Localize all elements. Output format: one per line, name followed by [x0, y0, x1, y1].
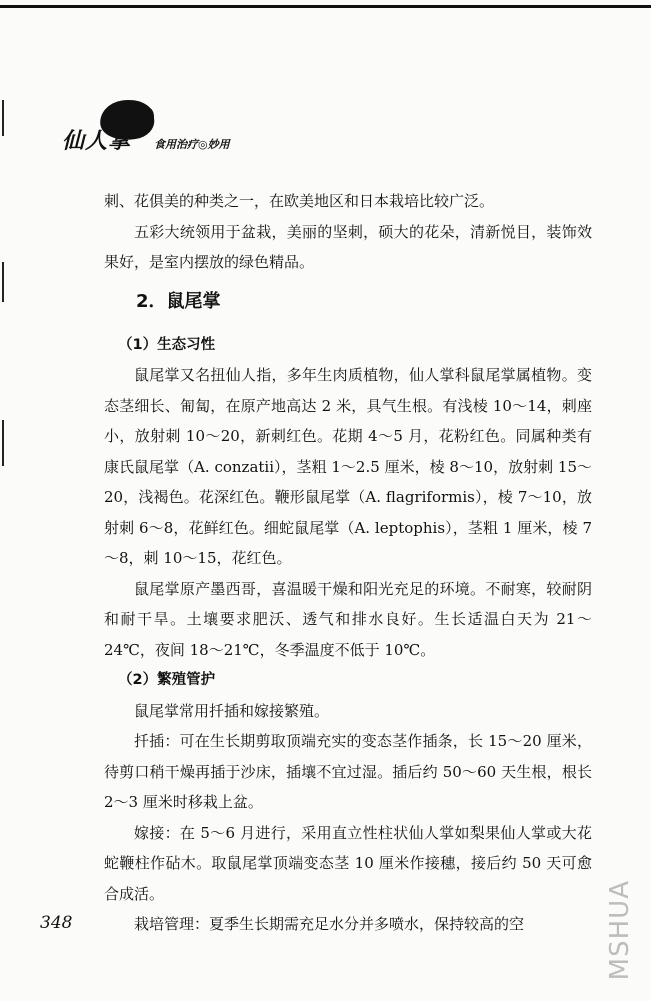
subsection-heading: （1）生态习性: [118, 336, 216, 353]
top-rule: [0, 5, 651, 8]
logo-main-title: 仙人掌: [62, 128, 132, 154]
paragraph: 五彩大统领用于盆栽，美丽的坚刺，硕大的花朵，清新悦目，装饰效果好，是室内摆放的绿色精品。: [104, 222, 592, 271]
paragraph: 鼠尾掌又名扭仙人指，多年生肉质植物，仙人掌科鼠尾掌属植物。变态茎细长、匍匐，在原产地高达 2 米，具气生根。有浅棱 10～14，刺座小，放射刺 10～20，新刺红色。花期 4～5 月，花粉红色。同属种类有康氏鼠尾掌（A. conzatii），茎粗 1～2.5 厘米，棱 8～10，放射刺 15～20，浅褐色。花深红色。鞭形鼠尾掌（A. flagriformis），棱 7～10，放射刺 6～8，花鲜红色。细蛇鼠尾掌（A. leptophis），茎粗 1 厘米，棱 7～8，刺 10～15，花红色。: [104, 366, 592, 567]
section-heading: 2．鼠尾掌: [136, 290, 221, 312]
watermark: MSHUA: [605, 880, 635, 981]
paragraph: 栽培管理：夏季生长期需充足水分并多喷水，保持较高的空: [134, 915, 525, 933]
paragraph: 刺、花俱美的种类之一，在欧美地区和日本栽培比较广泛。: [104, 192, 495, 210]
logo-cactus-icon: [144, 108, 154, 126]
logo-subtitle: 食用治疗◎妙用: [154, 138, 230, 151]
page-content: [104, 186, 592, 940]
paragraph: 鼠尾掌原产墨西哥，喜温暖干燥和阳光充足的环境。不耐寒，较耐阴和耐干旱。土壤要求肥沃、透气和排水良好。生长适温白天为 21～24℃，夜间 18～21℃，冬季温度不低于 10℃。: [104, 579, 592, 659]
margin-mark: [2, 420, 4, 466]
subsection-heading: （2）繁殖管护: [118, 672, 216, 688]
page-number: 348: [40, 913, 73, 933]
margin-mark: [2, 100, 4, 136]
margin-mark: [2, 262, 4, 302]
book-logo: [60, 96, 260, 166]
paragraph: 扦插：可在生长期剪取顶端充实的变态茎作插条，长 15～20 厘米，待剪口稍干燥再插于沙床，插壤不宜过湿。插后约 50～60 天生根，根长 2～3 厘米时移栽上盆。: [104, 732, 592, 811]
paragraph: 鼠尾掌常用扦插和嫁接繁殖。: [134, 701, 330, 720]
paragraph: 嫁接：在 5～6 月进行，采用直立性柱状仙人掌如梨果仙人掌或大花蛇鞭柱作砧木。取鼠尾掌顶端变态茎 10 厘米作接穗，接后约 50 天可愈合成活。: [104, 823, 592, 903]
